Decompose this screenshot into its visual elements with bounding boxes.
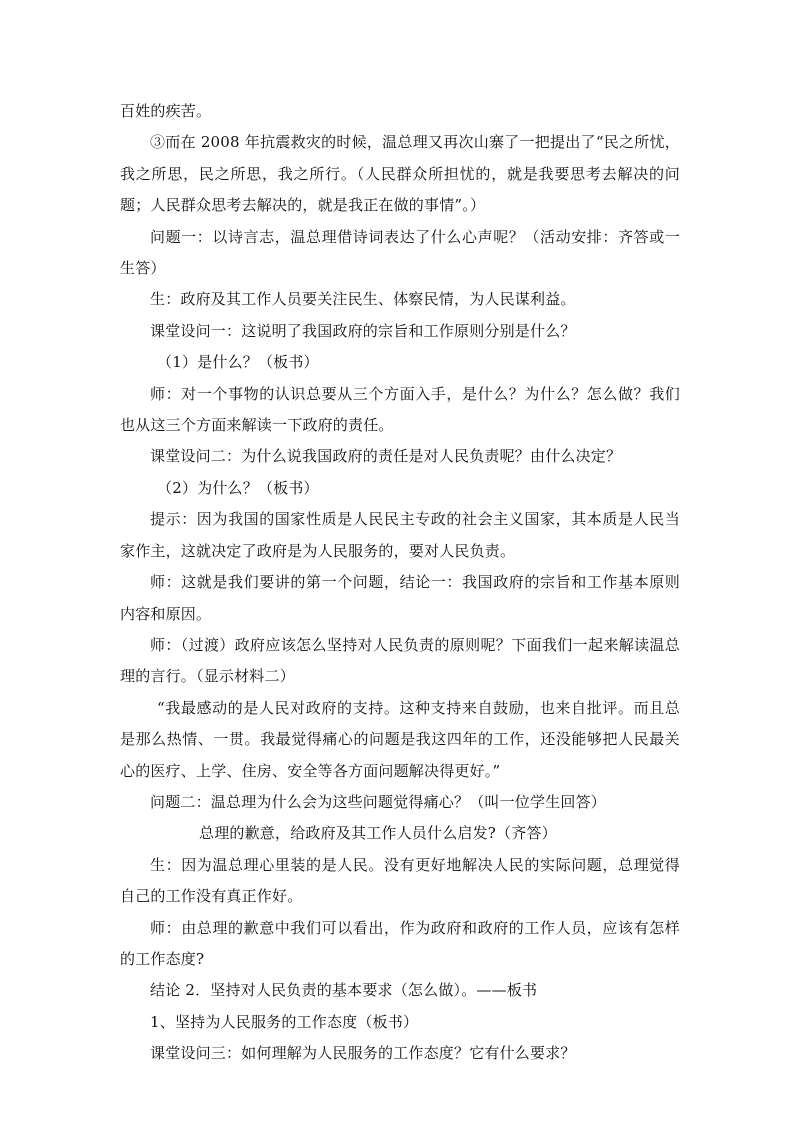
paragraph: 生：政府及其工作人员要关注民生、体察民情，为人民谋利益。 — [150, 290, 576, 309]
paragraph: 问题一：以诗言志，温总理借诗词表达了什么心声呢？（活动安排：齐答或一生答） — [120, 227, 680, 278]
paragraph: （2）为什么？（板书） — [157, 478, 319, 497]
paragraph: 师：由总理的歉意中我们可以看出，作为政府和政府的工作人员，应该有怎样的工作态度? — [120, 918, 680, 968]
paragraph: 百姓的疾苦。 — [120, 102, 212, 120]
paragraph: 结论 2．坚持对人民负责的基本要求（怎么做）。——板书 — [150, 981, 538, 1000]
paragraph: 提示：因为我国的国家性质是人民民主专政的社会主义国家，其本质是人民当家作主，这就决定了政府是为人民服务的，要对人民负责。 — [120, 510, 680, 560]
document-body — [120, 96, 680, 1070]
paragraph: 问题二：温总理为什么会为这些问题觉得痛心？（叫一位学生回答） — [150, 792, 607, 811]
paragraph: 1、坚持为人民服务的工作态度（板书） — [150, 1012, 419, 1031]
paragraph: 生：因为温总理心里装的是人民。没有更好地解决人民的实际问题，总理觉得自己的工作没有真正作好。 — [120, 855, 680, 906]
paragraph: 课堂设问一：这说明了我国政府的宗旨和工作原则分别是什么？ — [150, 321, 576, 340]
paragraph: （1）是什么？（板书） — [157, 353, 319, 372]
paragraph: 师：（过渡）政府应该怎么坚持对人民负责的原则呢？下面我们一起来解读温总理的言行。（显示材料二） — [120, 635, 680, 686]
paragraph: 课堂设问三：如何理解为人民服务的工作态度？它有什么要求？ — [150, 1044, 576, 1063]
paragraph: 师：对一个事物的认识总要从三个方面入手，是什么？为什么？怎么做？我们也从这三个方面来解读一下政府的责任。 — [120, 384, 680, 435]
paragraph: 总理的歉意，给政府及其工作人员什么启发?（齐答） — [199, 824, 557, 843]
paragraph: 课堂设问二：为什么说我国政府的责任是对人民负责呢？由什么决定？ — [150, 447, 622, 466]
quoted-material: “我最感动的是人民对政府的支持。这种支持来自鼓励，也来自批评。而且总是那么热情、一贯。我最觉得痛心的问题是我这四年的工作，还没能够把人民最关心的医疗、上学、住房、安全等各方面问题解决得更好。” — [120, 698, 680, 780]
paragraph: 师：这就是我们要讲的第一个问题，结论一：我国政府的宗旨和工作基本原则内容和原因。 — [120, 573, 680, 623]
paragraph: ③而在 2008 年抗震救灾的时候，温总理又再次山寨了一把提出了“民之所忧，我之所思，民之所思，我之所行。（人民群众所担忧的，就是我要思考去解决的问题；人民群众思考去解决的，就是我正在做的事情”。） — [120, 133, 680, 215]
